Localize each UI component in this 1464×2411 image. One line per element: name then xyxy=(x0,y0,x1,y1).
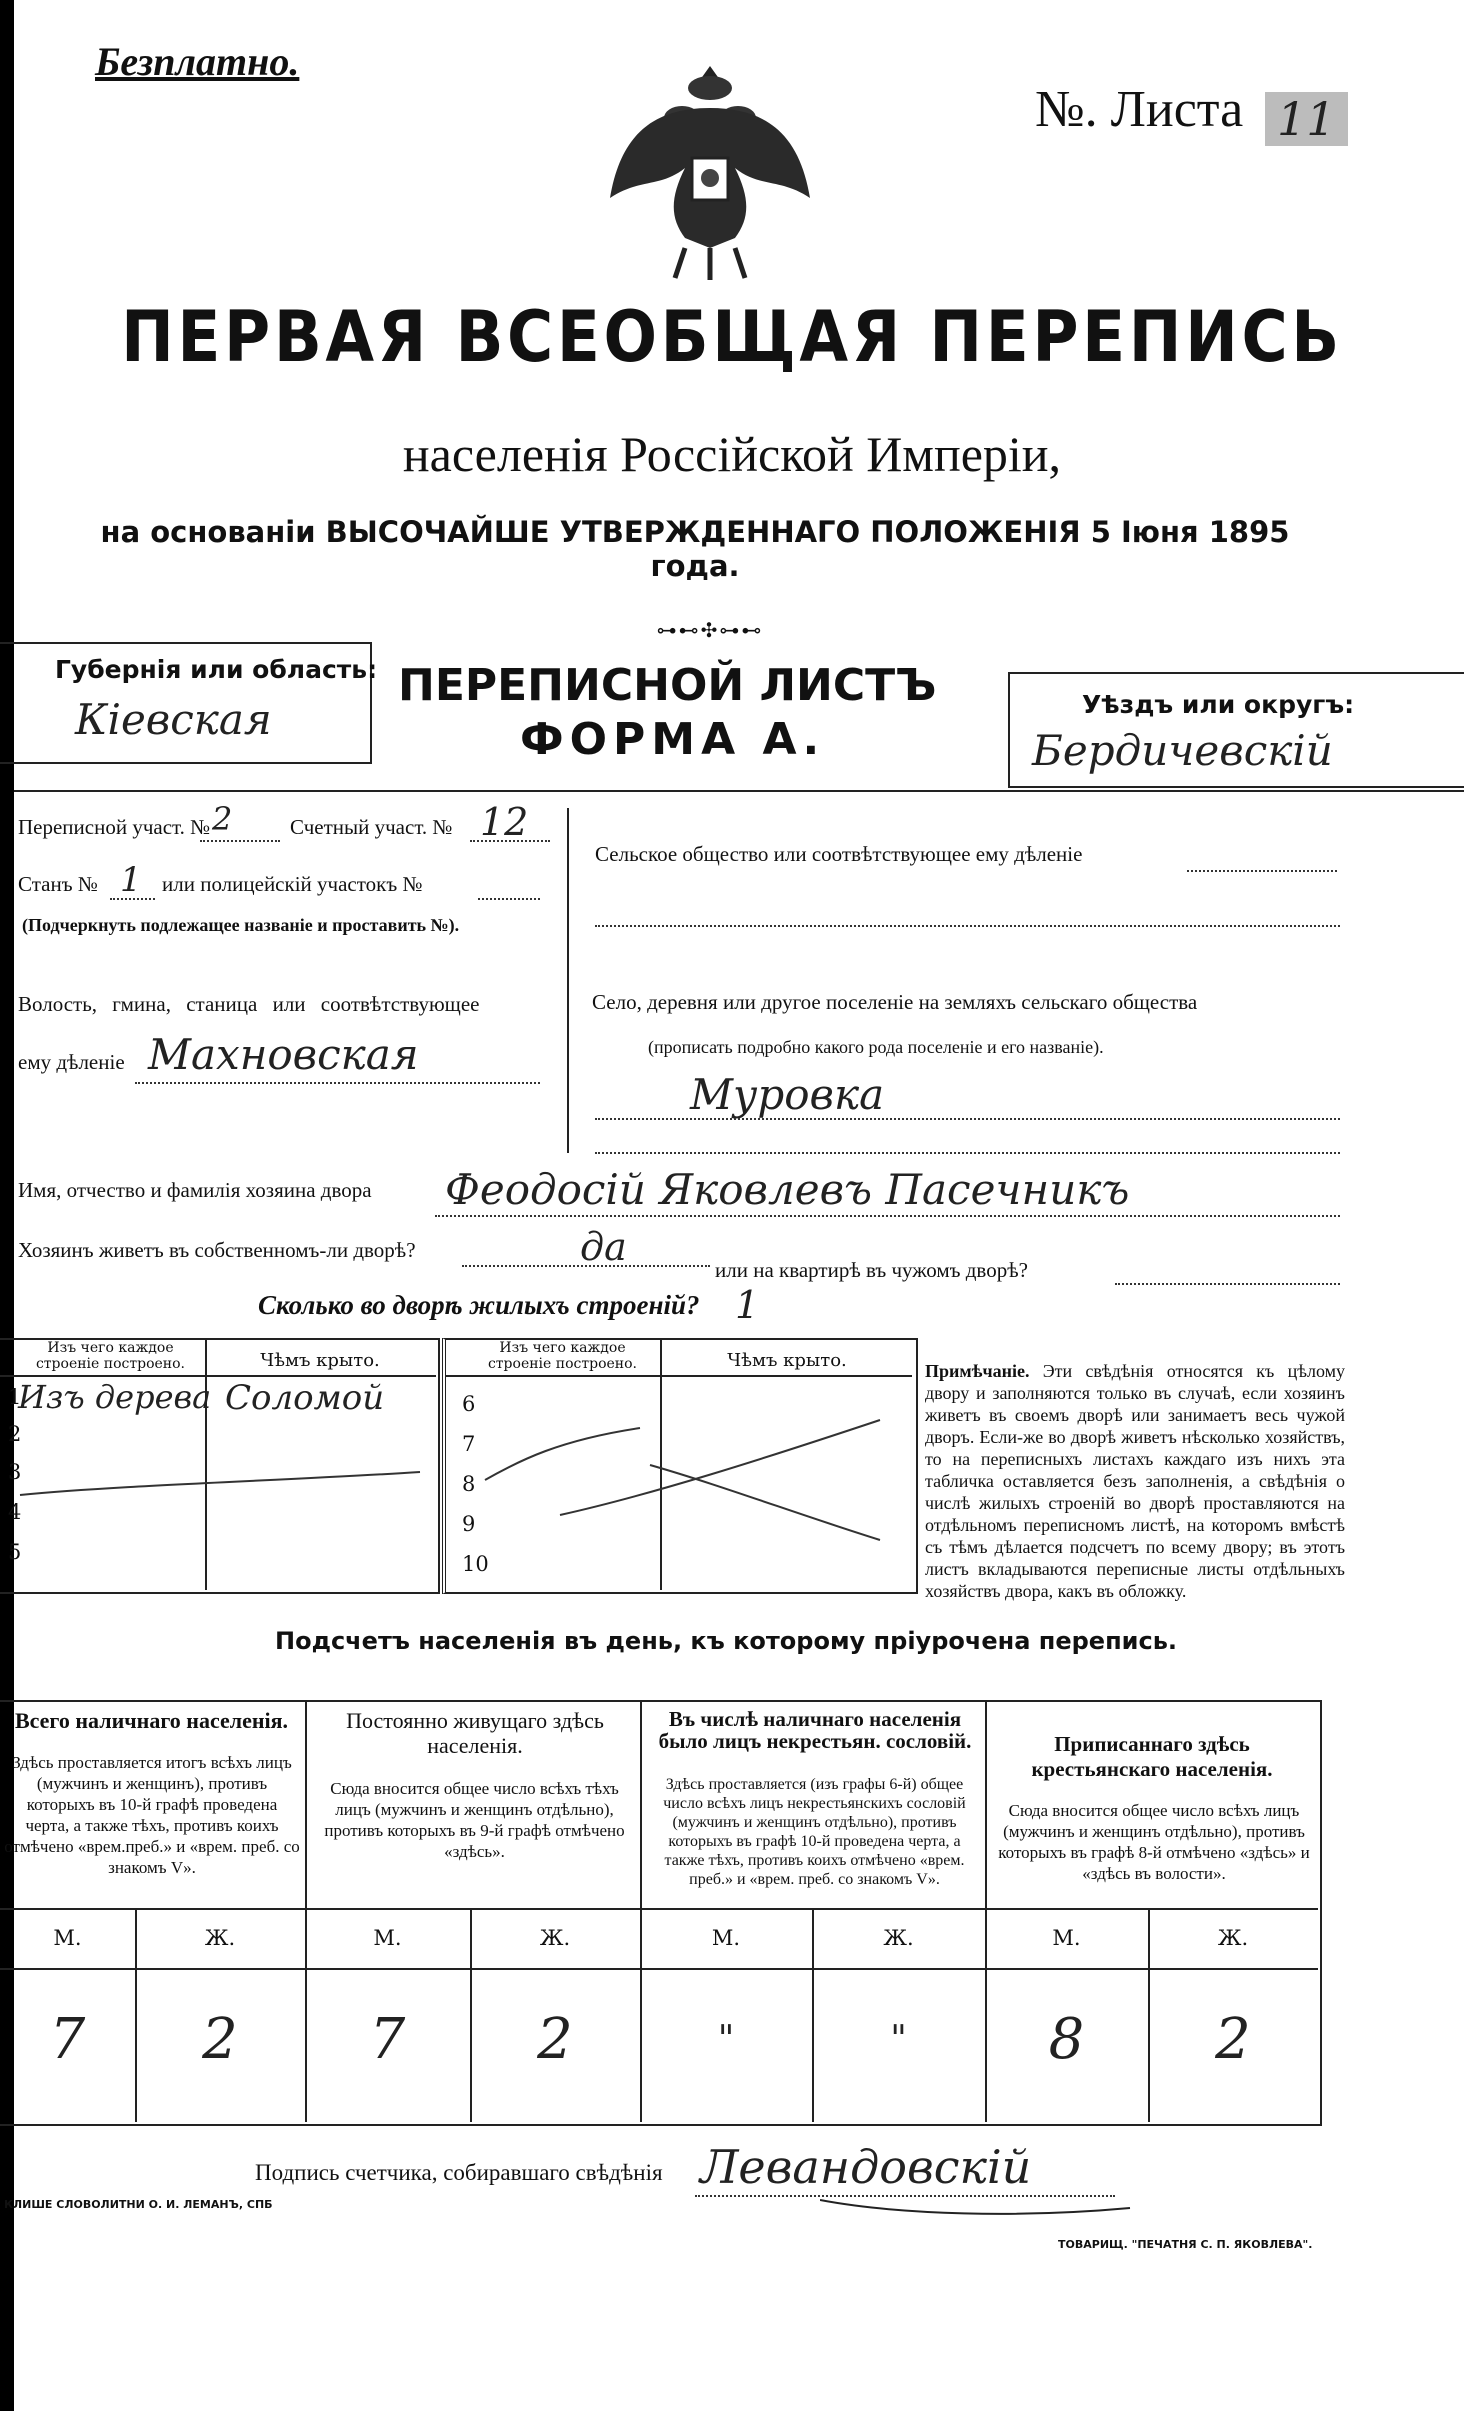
census-plot-value: 2 xyxy=(212,800,233,838)
village-note: (прописать подробно какого рода поселеніе и его названіе). xyxy=(648,1037,1104,1057)
signature-flourish xyxy=(820,2190,1140,2230)
own-yard-label: Хозяинъ живетъ въ собственномъ-ли дворѣ? xyxy=(18,1238,416,1262)
volost-label-2: ему дѣленіе xyxy=(18,1050,125,1074)
society-label: Сельское общество или соотвѣтствующее ему дѣленіе xyxy=(595,842,1083,866)
count-col-1-head: Всего наличнаго населенія. xyxy=(14,1708,289,1733)
buildings-row-num: 1 xyxy=(8,1385,22,1409)
count-plot-line xyxy=(470,840,550,842)
volost-value: Махновская xyxy=(148,1030,419,1079)
village-line-2 xyxy=(595,1152,1340,1154)
buildings-row-num: 6 xyxy=(462,1392,476,1416)
count-col-4-f: 2 xyxy=(1215,2007,1251,2072)
count-col-3-head: Въ числѣ наличнаго населенія было лицъ некрестьян. сословій. xyxy=(658,1707,972,1753)
census-plot-line xyxy=(200,840,280,842)
village-value: Муровка xyxy=(690,1070,885,1119)
count-col-1-f: 2 xyxy=(202,2007,238,2072)
society-line-1 xyxy=(1187,870,1337,872)
buildings-row-num: 10 xyxy=(462,1552,489,1576)
census-basis: на основаніи ВЫСОЧАЙШЕ УТВЕРЖДЕННАГО ПОЛОЖЕНІЯ 5 Іюня 1895 года. xyxy=(100,515,1290,583)
volost-line xyxy=(135,1082,540,1084)
count-title: Подсчетъ населенія въ день, къ которому пріурочена перепись. xyxy=(275,1627,1177,1655)
own-yard-line xyxy=(462,1265,710,1267)
rent-line xyxy=(1115,1283,1340,1285)
count-m-label: М. xyxy=(1052,1926,1081,1950)
buildings-row-material: Изъ дерева xyxy=(18,1378,212,1416)
census-subtitle: населенія Россійской Имперіи, xyxy=(402,426,1062,482)
sheet-number-value: 11 xyxy=(1265,92,1348,146)
police-plot-line xyxy=(478,898,540,900)
count-plot-label: Счетный участ. № xyxy=(290,815,453,839)
buildings-col-roof-right: Чѣмъ крыто. xyxy=(727,1350,847,1371)
free-label: Безплатно. xyxy=(95,39,300,84)
owner-name-line xyxy=(435,1215,1340,1217)
imperial-eagle-emblem xyxy=(590,48,830,288)
note-text: Эти свѣдѣнія относятся къ цѣлому двору и заполняются только въ случаѣ, если хозяинъ живетъ въ своемъ дворѣ или занимаетъ весь чужой дворъ. Если-же во дворѣ живетъ нѣсколько хозяйствъ, то на переписныхъ листахъ каждаго изъ нихъ эта табличка оставляется безъ заполненія, а свѣдѣнія о числѣ жилыхъ строеній во дворѣ проставляются на отдѣльномъ переписномъ листѣ, на которомъ вмѣстѣ съ тѣмъ дѣлается подсчетъ по всему двору; въ этотъ листъ вкладываются переписные листы отдѣльныхъ хозяйствъ двора, какъ въ обложку. xyxy=(925,1361,1346,1601)
census-main-title: ПЕРВАЯ ВСЕОБЩАЯ ПЕРЕПИСЬ xyxy=(121,296,1343,378)
buildings-row-num: 9 xyxy=(462,1512,476,1536)
owner-name-value: Феодосій Яковлевъ Пасечникъ xyxy=(445,1165,1130,1214)
fields-divider xyxy=(567,808,569,1153)
stan-note: (Подчеркнуть подлежащее названіе и проставить №). xyxy=(22,915,460,935)
own-yard-value: да xyxy=(580,1225,627,1269)
count-col-2-head: Постоянно живущаго здѣсь населенія. xyxy=(346,1708,604,1758)
buildings-label: Сколько во дворѣ жилыхъ строеній? xyxy=(258,1290,700,1320)
buildings-col-material: Изъ чего каждое строеніе построено. xyxy=(35,1340,186,1372)
buildings-col-roof: Чѣмъ крыто. xyxy=(260,1350,380,1371)
uezd-value: Бердичевскій xyxy=(1032,726,1333,775)
gubernia-value: Кіевская xyxy=(75,695,272,744)
count-m-label: М. xyxy=(373,1926,402,1950)
count-col-4-m: 8 xyxy=(1048,2007,1085,2072)
village-line-1 xyxy=(595,1118,1340,1120)
signature-value: Левандовскій xyxy=(700,2140,1032,2194)
footer-left: КЛИШЕ СЛОВОЛИТНИ О. И. ЛЕМАНЪ, СПБ xyxy=(4,2198,273,2211)
census-plot-label: Переписной участ. № xyxy=(18,815,211,839)
buildings-row-num: 2 xyxy=(8,1422,22,1446)
count-f-label: Ж. xyxy=(1217,1926,1249,1950)
village-label: Село, деревня или другое поселеніе на земляхъ сельскаго общества xyxy=(592,990,1198,1014)
stan-line xyxy=(110,898,155,900)
count-col-1-m: 7 xyxy=(49,2007,86,2072)
count-col-2-desc: Сюда вносится общее число всѣхъ тѣхъ лицъ (мужчинъ и женщинъ отдѣльно), противъ которыхъ въ 9-й графѣ отмѣчено «здѣсь». xyxy=(324,1779,625,1861)
buildings-row-num: 8 xyxy=(462,1472,476,1496)
ornament-divider: ⊶⊷✣⊶⊷ xyxy=(656,618,764,642)
stan-label: Станъ № xyxy=(18,872,98,896)
count-m-label: М. xyxy=(711,1926,741,1950)
form-title: ФОРМА А. xyxy=(520,714,826,765)
sheet-number-label: №. Листа xyxy=(1035,81,1244,138)
footer-right: ТОВАРИЩ. "ПЕЧАТНЯ С. П. ЯКОВЛЕВА". xyxy=(1058,2238,1313,2251)
count-col-4-head: Приписаннаго здѣсь крестьянскаго населенія. xyxy=(1031,1732,1273,1781)
sheet-title: ПЕРЕПИСНОЙ ЛИСТЪ xyxy=(398,660,937,711)
note-title: Примѣчаніе. xyxy=(925,1361,1030,1381)
count-f-label: Ж. xyxy=(204,1926,236,1950)
form-head-rule xyxy=(14,790,1464,792)
count-col-4-desc: Сюда вносится общее число всѣхъ лицъ (мужчинъ и женщинъ отдѣльно), противъ которыхъ въ графѣ 8-й отмѣчено «здѣсь» и «здѣсь въ волости». xyxy=(998,1801,1310,1883)
owner-name-label: Имя, отчество и фамилія хозяина двора xyxy=(18,1178,372,1202)
count-col-1-desc: Здѣсь проставляется итогъ всѣхъ лицъ (мужчинъ и женщинъ), противъ которыхъ въ 10-й графѣ проведена черта, а также тѣхъ, противъ коихъ отмѣчено «врем.преб.» и «врем. преб. со знакомъ V». xyxy=(4,1753,300,1877)
volost-label: Волость, гмина, станица или соотвѣтствующее xyxy=(18,992,480,1016)
buildings-row-num: 7 xyxy=(462,1432,476,1456)
count-col-3-m: " xyxy=(717,2019,735,2060)
rent-label: или на квартирѣ въ чужомъ дворѣ? xyxy=(715,1258,1028,1282)
count-col-2-f: 2 xyxy=(537,2007,573,2072)
uezd-label: Уѣздъ или округъ: xyxy=(1082,690,1355,719)
stan-value: 1 xyxy=(120,860,142,900)
count-col-3-f: " xyxy=(890,2019,907,2060)
strike-through-marks xyxy=(0,1400,912,1580)
buildings-row-roof: Соломой xyxy=(225,1378,385,1418)
count-f-label: Ж. xyxy=(883,1926,914,1950)
stan-rest: или полицейскій участокъ № xyxy=(162,872,423,896)
signature-label: Подпись счетчика, собиравшаго свѣдѣнія xyxy=(255,2160,663,2185)
buildings-row-num: 4 xyxy=(8,1500,22,1524)
count-col-3-desc: Здѣсь проставляется (изъ графы 6-й) общее число всѣхъ лицъ некрестьянскихъ сословій (мужчинъ и женщинъ отдѣльно), противъ которыхъ въ графѣ 10-й проведена черта, а также тѣхъ, противъ коихъ отмѣчено «врем. преб.» и «врем. преб. со знакомъ V». xyxy=(663,1776,966,1888)
buildings-value: 1 xyxy=(735,1283,760,1327)
count-m-label: М. xyxy=(53,1926,82,1950)
buildings-col-material-right: Изъ чего каждое строеніе построено. xyxy=(487,1340,638,1372)
count-plot-value: 12 xyxy=(480,800,529,844)
buildings-row-num: 5 xyxy=(8,1540,22,1564)
count-f-label: Ж. xyxy=(539,1926,571,1950)
note-block xyxy=(925,1360,1345,1602)
gubernia-label: Губернія или область: xyxy=(55,655,378,684)
society-line-2 xyxy=(595,925,1340,927)
count-col-2-m: 7 xyxy=(369,2007,406,2072)
buildings-row-num: 3 xyxy=(8,1460,22,1484)
